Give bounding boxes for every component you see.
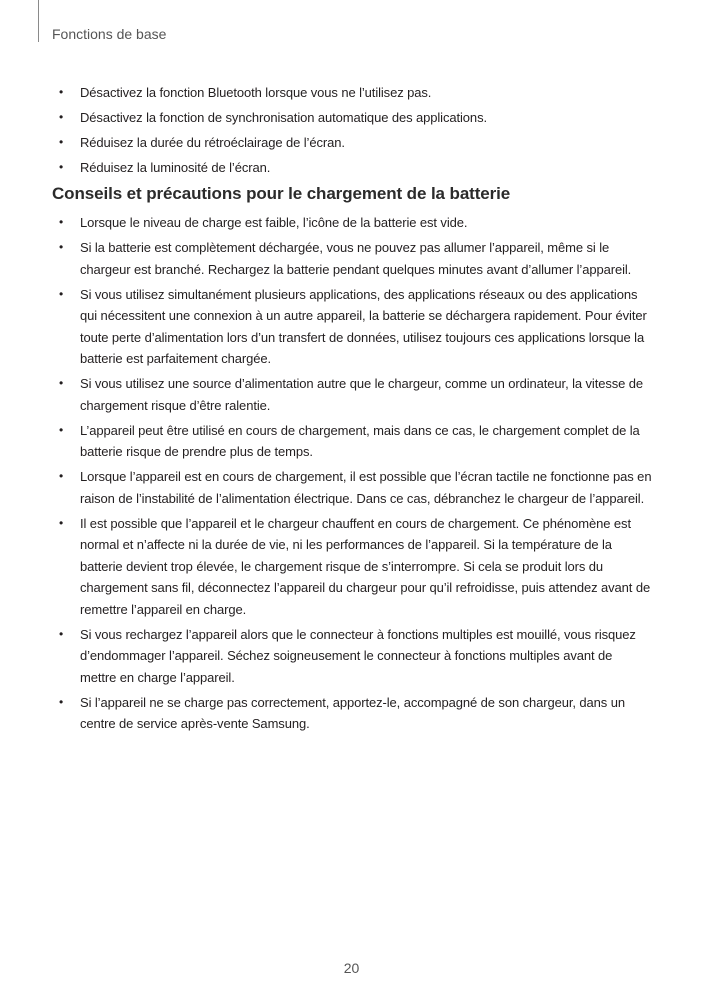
bullet-icon: • — [59, 160, 64, 174]
list-item-text: L’appareil peut être utilisé en cours de chargement, mais dans ce cas, le chargement complet de la batterie risque de prendre plus de temps. — [80, 422, 640, 459]
bullet-icon: • — [59, 469, 64, 483]
bullet-icon: • — [59, 286, 64, 301]
bullet-icon: • — [59, 626, 64, 641]
list-item — [52, 513, 652, 621]
list-item — [52, 373, 652, 416]
bullet-icon: • — [59, 85, 64, 99]
bullet-icon: • — [59, 694, 64, 709]
list-item — [52, 107, 652, 129]
header-title: Fonctions de base — [52, 26, 167, 42]
bullet-icon: • — [59, 215, 64, 229]
list-item-text: Si vous utilisez simultanément plusieurs applications, des applications réseaux ou des applications qui nécessitent une connexion à un autre appareil, la batterie se déchargera rapidement. Pour éviter toute perte d’alimentation lors d’un transfert de données, utilisez toujours ces applications lorsque la batterie est parfaitement chargée. — [80, 286, 647, 366]
list-item-text: Lorsque le niveau de charge est faible, l’icône de la batterie est vide. — [80, 215, 468, 230]
list-item — [52, 132, 652, 154]
list-item-text: Désactivez la fonction Bluetooth lorsque vous ne l’utilisez pas. — [80, 85, 432, 100]
bullet-icon: • — [59, 376, 64, 390]
list-item-text: Si la batterie est complètement déchargée, vous ne pouvez pas allumer l’appareil, même si le chargeur est branché. Rechargez la batterie pendant quelques minutes avant d’allumer l’appareil. — [80, 240, 632, 277]
list-item — [52, 212, 652, 234]
list-item — [52, 420, 652, 463]
list-item-text: Réduisez la luminosité de l’écran. — [80, 160, 271, 175]
page-content — [52, 82, 652, 738]
section-heading: Conseils et précautions pour le chargement de la batterie — [52, 184, 511, 203]
charging-tips-list — [52, 212, 652, 735]
list-item-text: Si l’appareil ne se charge pas correctement, apportez-le, accompagné de son chargeur, dans un centre de service après-vente Samsung. — [80, 694, 625, 731]
header-divider-line — [38, 0, 39, 42]
list-item-text: Désactivez la fonction de synchronisation automatique des applications. — [80, 110, 487, 125]
bullet-icon: • — [59, 110, 64, 124]
bullet-icon: • — [59, 240, 64, 254]
list-item — [52, 624, 652, 689]
page-number: 20 — [343, 960, 360, 976]
list-item-text: Si vous utilisez une source d’alimentation autre que le chargeur, comme un ordinateur, la vitesse de chargement risque d’être ralentie. — [80, 376, 644, 413]
list-item-text: Il est possible que l’appareil et le chargeur chauffent en cours de chargement. Ce phénomène est normal et n’affecte ni la durée de vie, ni les performances de l’appareil. Si la température de la batterie devient trop élevée, le chargement risque de s’interrompre. Si cela se produit lors du chargement sans fil, déconnectez l’appareil du chargeur pour qu’il refroidisse, puis attendez avant de remettre l’appareil en charge. — [80, 515, 651, 617]
list-item-text: Lorsque l’appareil est en cours de chargement, il est possible que l’écran tactile ne fonctionne pas en raison de l’instabilité de l’alimentation électrique. Dans ce cas, débranchez le chargeur de l’appareil. — [80, 469, 652, 506]
list-item-text: Si vous rechargez l’appareil alors que le connecteur à fonctions multiples est mouillé, vous risquez d’endommager l’appareil. Séchez soigneusement le connecteur à fonctions multiples avant de mettre en charge l’appareil. — [80, 626, 636, 685]
list-item — [52, 466, 652, 509]
bullet-icon: • — [59, 422, 64, 437]
bullet-icon: • — [59, 135, 64, 149]
list-item — [52, 237, 652, 280]
list-item — [52, 157, 652, 179]
bullet-icon: • — [59, 515, 64, 530]
list-item — [52, 284, 652, 370]
list-item — [52, 692, 652, 735]
list-item — [52, 82, 652, 104]
intro-list — [52, 82, 652, 179]
list-item-text: Réduisez la durée du rétroéclairage de l’écran. — [80, 135, 345, 150]
